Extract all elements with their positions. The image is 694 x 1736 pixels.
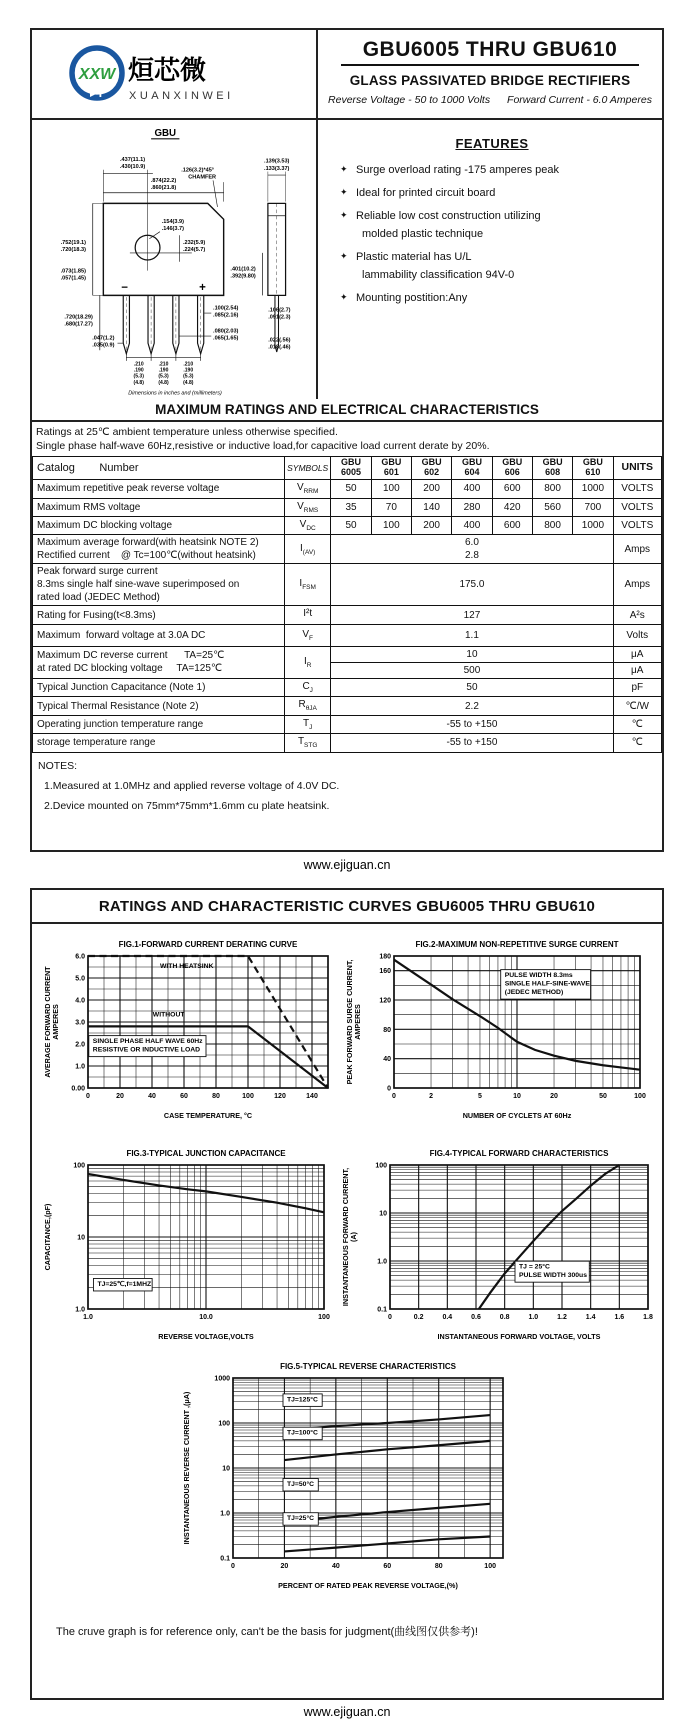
reverse-voltage-range: Reverse Voltage - 50 to 1000 Volts [328, 94, 491, 106]
svg-text:PEAK FORWARD SURGE CURRENT,: PEAK FORWARD SURGE CURRENT, [345, 959, 354, 1085]
table-row: Typical Thermal Resistance (Note 2) $R_{\theta JA}$ 2.2 ℃/W [33, 697, 662, 715]
svg-text:10: 10 [77, 1234, 85, 1242]
svg-text:80: 80 [383, 1026, 391, 1034]
table-row: Maximum RMS voltage $V_{RMS}$ 35 70 140 280 420 560 700 VOLTS [33, 498, 662, 516]
dim-lead-width1-b: .085(2.16) [213, 312, 239, 319]
svg-text:100: 100 [242, 1093, 254, 1100]
dimensions-note: Dimensions in inches and (millimeters) [128, 390, 222, 397]
logo-chinese-name: 烜芯微 [128, 55, 207, 85]
dim-hole-center-a: .232(5.9) [182, 240, 206, 247]
svg-text:0.4: 0.4 [442, 1314, 453, 1321]
svg-text:40: 40 [331, 1563, 340, 1570]
svg-text:WITH HEATSINK: WITH HEATSINK [160, 962, 214, 970]
dim-chamfer-a: .126(3.2)*45° [181, 167, 215, 174]
table-row: Maximum average forward(with heatsink NOTE 2) Rectified current @ Tc=100℃(without heatsink) $I_{(AV)}$ 6.0 2.8 Amps [33, 535, 662, 564]
svg-text:1000: 1000 [214, 1375, 230, 1383]
dim-full-width-b: .860(21.8) [150, 185, 177, 192]
logo-english-name: XUANXINWEI [129, 90, 234, 102]
dim-pitch3-c: (5.3) [183, 373, 194, 380]
product-subtitle: GLASS PASSIVATED BRIDGE RECTIFIERS [349, 73, 631, 88]
features-title: FEATURES [455, 136, 529, 151]
table-row: Peak forward surge current 8.3ms single half sine-wave superimposed on rated load (JEDEC Method) $I_{FSM}$ 175.0 Amps [33, 564, 662, 606]
svg-text:0: 0 [388, 1314, 392, 1321]
svg-text:PULSE WIDTH 8.3ms: PULSE WIDTH 8.3ms [504, 972, 573, 980]
svg-text:0: 0 [231, 1563, 235, 1570]
package-drawing-panel [32, 120, 318, 399]
electrical-characteristics-table [32, 456, 662, 752]
svg-text:2.0: 2.0 [75, 1041, 85, 1049]
ratings-condition-2: Single phase half-wave 60Hz,resistive or inductive load,for capacitive load current derate by 20%. [36, 440, 490, 453]
table-row: Maximum DC blocking voltage $V_{DC}$ 50 100 200 400 600 800 1000 VOLTS [33, 517, 662, 535]
features-panel [318, 120, 662, 399]
svg-text:AMPERES: AMPERES [353, 1004, 362, 1040]
page1-header [32, 30, 662, 120]
svg-text:40: 40 [148, 1093, 156, 1100]
dim-pitch1-a: .210 [133, 361, 144, 368]
table-row: Rating for Fusing(t<8.3ms) I²t 127 A²s [33, 606, 662, 624]
svg-text:0: 0 [392, 1093, 396, 1100]
svg-text:1.0: 1.0 [75, 1306, 85, 1314]
svg-text:PERCENT OF RATED PEAK REVERSE: PERCENT OF RATED PEAK REVERSE VOLTAGE,(%) [278, 1581, 458, 1590]
dim-pitch3-d: (4.8) [183, 379, 194, 386]
dim-pitch1-d: (4.8) [133, 379, 144, 386]
svg-text:WITHOUT: WITHOUT [152, 1011, 185, 1019]
svg-text:0.6: 0.6 [471, 1314, 481, 1321]
feature-item: ✦ Reliable low cost construction utilizing [340, 209, 644, 225]
svg-text:0: 0 [86, 1093, 90, 1100]
footer-website [0, 858, 694, 872]
svg-text:120: 120 [379, 997, 391, 1005]
svg-text:140: 140 [306, 1093, 318, 1100]
dim-side-width-b: .133(3.37) [264, 165, 290, 172]
dim-lead-width2-b: .065(1.65) [213, 335, 239, 342]
ratings-summary [318, 94, 662, 106]
fig4-typical-forward-characteristics [340, 1145, 658, 1348]
part-number-title: GBU6005 THRU GBU610 [341, 38, 640, 66]
svg-text:60: 60 [383, 1563, 392, 1570]
dim-lead-length-a: .720(18.29) [64, 314, 93, 321]
svg-text:FIG.3-TYPICAL JUNCTION CAPACIT: FIG.3-TYPICAL JUNCTION CAPACITANCE [126, 1149, 286, 1158]
svg-text:100: 100 [218, 1420, 230, 1428]
svg-text:1.0: 1.0 [528, 1314, 539, 1321]
svg-text:PULSE WIDTH 300us: PULSE WIDTH 300us [519, 1272, 587, 1280]
dim-hole-center-b: .224(5.7) [182, 247, 206, 254]
svg-text:3.0: 3.0 [75, 1019, 85, 1027]
table-row: Maximum forward voltage at 3.0A DC $V_F$ 1.1 Volts [33, 624, 662, 646]
svg-text:60: 60 [180, 1093, 188, 1100]
svg-text:CAPACITANCE,(pF): CAPACITANCE,(pF) [43, 1203, 52, 1271]
dim-lead-thick-b: .035(0.9) [92, 342, 115, 349]
note-1: 1.Measured at 1.0MHz and applied reverse voltage of 4.0V DC. [44, 779, 340, 792]
ratings-conditions [32, 422, 662, 456]
logo-xxw-text: XXW [78, 66, 116, 83]
svg-text:TJ=100°C: TJ=100°C [287, 1429, 318, 1437]
svg-text:AVERAGE FORWARD CURRENT: AVERAGE FORWARD CURRENT [43, 966, 52, 1078]
svg-text:10: 10 [513, 1093, 521, 1100]
dim-pitch1-c: (5.3) [133, 373, 144, 380]
svg-text:5: 5 [478, 1093, 482, 1100]
bullet-icon: ✦ [340, 186, 348, 197]
svg-text:120: 120 [274, 1093, 286, 1100]
svg-text:2: 2 [429, 1093, 433, 1100]
svg-text:INSTANTANEOUS FORWARD VOLTAGE,: INSTANTANEOUS FORWARD VOLTAGE, VOLTS [437, 1332, 601, 1341]
feature-item-continuation: lammability classification 94V-0 [362, 268, 515, 281]
fig5-typical-reverse-characteristics [181, 1358, 513, 1597]
dim-pitch2-d: (4.8) [158, 379, 169, 386]
svg-text:180: 180 [379, 953, 391, 961]
curves-page-title: RATINGS AND CHARACTERISTIC CURVES GBU6005 THRU GBU610 [32, 890, 662, 924]
svg-text:50: 50 [599, 1093, 607, 1100]
company-logo-icon [66, 43, 312, 107]
svg-text:TJ=50°C: TJ=50°C [287, 1481, 315, 1488]
svg-text:20: 20 [116, 1093, 124, 1100]
minus-terminal-mark: − [121, 281, 128, 294]
svg-text:6.0: 6.0 [75, 953, 85, 961]
package-name: GBU [154, 128, 177, 140]
table-row: 500 μA [33, 662, 662, 678]
dim-side-width-a: .139(3.53) [264, 158, 290, 165]
svg-text:10.0: 10.0 [199, 1314, 213, 1321]
dim-lead-length-b: .680(17.27) [64, 321, 93, 328]
svg-text:1.2: 1.2 [557, 1314, 567, 1321]
table-header-row: Catalog Number SYMBOLS GBU 6005 GBU 601 GBU 602 GBU 604 GBU 606 GBU 608 GBU 610 UNITS [33, 457, 662, 480]
brand-logo [32, 30, 318, 118]
table-row: Typical Junction Capacitance (Note 1) $C_J$ 50 pF [33, 678, 662, 696]
svg-text:NUMBER OF CYCLETS AT 60Hz: NUMBER OF CYCLETS AT 60Hz [462, 1111, 572, 1120]
svg-text:1.8: 1.8 [643, 1314, 653, 1321]
svg-text:20: 20 [550, 1093, 558, 1100]
svg-text:1.6: 1.6 [614, 1314, 625, 1321]
curves-disclaimer: The cruve graph is for reference only, can't be the basis for judgment(曲线图仅供参考)! [56, 1626, 478, 1638]
dim-top-width-a: .437(11.1) [120, 156, 146, 163]
svg-text:0: 0 [387, 1085, 391, 1093]
svg-text:100: 100 [73, 1162, 85, 1170]
svg-text:1.4: 1.4 [585, 1314, 596, 1321]
bullet-icon: ✦ [340, 164, 348, 174]
svg-text:TJ=125°C: TJ=125°C [287, 1396, 318, 1404]
svg-text:TJ=25°C: TJ=25°C [287, 1515, 315, 1523]
svg-text:5.0: 5.0 [75, 975, 85, 983]
dim-side-lead-thick-a: .022(.56) [268, 337, 291, 344]
dim-hole-a: .154(3.9) [161, 218, 184, 225]
svg-text:1.0: 1.0 [75, 1063, 85, 1071]
dim-pitch2-c: (5.3) [158, 373, 169, 380]
max-ratings-band-title: MAXIMUM RATINGS AND ELECTRICAL CHARACTERISTICS [32, 399, 662, 422]
fig2-maximum-non-repetitive-surge-current [344, 936, 650, 1127]
svg-text:20: 20 [280, 1563, 289, 1570]
dim-lead-width2-a: .080(2.03) [213, 328, 239, 335]
dim-right-height-b: .392(9.80) [230, 273, 256, 280]
svg-text:TJ = 25°C: TJ = 25°C [519, 1263, 550, 1271]
fig1-forward-current-derating-curve [42, 936, 338, 1127]
package-outline-drawing [32, 122, 318, 398]
svg-text:FIG.5-TYPICAL REVERSE CHARACTE: FIG.5-TYPICAL REVERSE CHARACTERISTICS [280, 1362, 456, 1371]
svg-text:(JEDEC METHOD): (JEDEC METHOD) [504, 989, 564, 997]
dim-lead-width1-a: .100(2.54) [213, 305, 239, 312]
plus-terminal-mark: + [199, 281, 206, 294]
table-row: Maximum repetitive peak reverse voltage $V_{RRM}$ 50 100 200 400 600 800 1000 VOLTS [33, 480, 662, 498]
note-2: 2.Device mounted on 75mm*75mm*1.6mm cu plate heatsink. [44, 799, 330, 812]
dim-top-width-b: .430(10.9) [119, 164, 146, 170]
svg-text:FIG.1-FORWARD CURRENT DERATING: FIG.1-FORWARD CURRENT DERATING CURVE [118, 940, 298, 949]
feature-item: ✦ Ideal for printed circuit board [340, 186, 644, 202]
svg-text:0.1: 0.1 [220, 1555, 230, 1563]
table-row: Maximum DC reverse current TA=25℃ at rated DC blocking voltage TA=125℃ $I_R$ 10 μA [33, 646, 662, 662]
dim-pitch2-a: .210 [158, 361, 169, 368]
dim-pitch3-a: .210 [183, 361, 194, 368]
svg-text:10: 10 [222, 1465, 230, 1473]
dim-pitch3-b: .190 [183, 367, 194, 374]
dim-side-lead-a: .106(2.7) [268, 307, 291, 314]
svg-text:0.8: 0.8 [499, 1314, 510, 1321]
footer-website [0, 1705, 694, 1719]
svg-text:100: 100 [484, 1563, 496, 1570]
bullet-icon: ✦ [340, 291, 348, 302]
title-block [318, 30, 662, 118]
svg-text:0.00: 0.00 [71, 1085, 85, 1093]
svg-text:80: 80 [212, 1093, 220, 1100]
feature-item: ✦ Mounting postition:Any [340, 291, 644, 307]
svg-text:40: 40 [383, 1056, 391, 1064]
dim-side-lead-thick-b: .018(.46) [268, 344, 291, 351]
svg-text:1.0: 1.0 [220, 1510, 230, 1518]
svg-text:RESISTIVE OR INDUCTIVE LOAD: RESISTIVE OR INDUCTIVE LOAD [92, 1046, 201, 1054]
website-link[interactable]: www.ejiguan.cn [303, 1705, 391, 1719]
datasheet-page-2 [30, 888, 664, 1700]
dim-pitch2-b: .190 [158, 367, 169, 374]
svg-text:10: 10 [379, 1210, 387, 1218]
dim-step-b: .057(1.45) [60, 275, 86, 282]
svg-text:SINGLE PHASE HALF WAVE 60Hz: SINGLE PHASE HALF WAVE 60Hz [92, 1038, 203, 1046]
svg-text:INSTANTANEOUS FORWARD CURRENT,: INSTANTANEOUS FORWARD CURRENT, [341, 1167, 350, 1307]
ratings-condition-1: Ratings at 25℃ ambient temperature unless otherwise specified. [36, 426, 338, 438]
svg-text:SINGLE HALF-SINE-WAVE: SINGLE HALF-SINE-WAVE [504, 980, 590, 988]
svg-text:0.1: 0.1 [377, 1306, 387, 1314]
svg-text:1.0: 1.0 [83, 1314, 93, 1321]
datasheet-page-1 [30, 28, 664, 852]
feature-item: ✦ Plastic material has U/L [340, 250, 644, 266]
dim-pitch1-b: .190 [133, 367, 144, 374]
dim-side-lead-b: .091(2.3) [268, 314, 291, 321]
notes-heading: NOTES: [38, 759, 78, 772]
svg-text:AMPERES: AMPERES [51, 1004, 60, 1040]
dim-step-a: .073(1.85) [60, 268, 86, 275]
dim-hole-b: .146(3.7) [161, 225, 184, 232]
website-link[interactable]: www.ejiguan.cn [303, 858, 391, 872]
svg-text:(A): (A) [349, 1232, 358, 1242]
dim-right-height-a: .401(10.2) [230, 266, 256, 273]
feature-item-continuation: molded plastic technique [362, 227, 484, 240]
dim-body-height-a: .752(19.1) [60, 240, 86, 247]
bullet-icon: ✦ [340, 250, 348, 261]
dim-chamfer-b: CHAMFER [188, 174, 217, 181]
svg-text:1.0: 1.0 [377, 1258, 387, 1266]
table-row: storage temperature range $T_{STG}$ -55 to +150 ℃ [33, 734, 662, 752]
svg-text:100: 100 [375, 1162, 387, 1170]
svg-text:160: 160 [379, 968, 391, 976]
forward-current-rating: Forward Current - 6.0 Amperes [507, 94, 652, 106]
dim-body-height-b: .720(18.3) [60, 247, 86, 254]
svg-text:TJ=25℃,f=1MHZ: TJ=25℃,f=1MHZ [97, 1280, 152, 1288]
svg-text:4.0: 4.0 [75, 997, 85, 1005]
svg-text:0.2: 0.2 [413, 1314, 424, 1321]
svg-text:100: 100 [318, 1314, 330, 1321]
feature-item: ✦ Surge overload rating -175 amperes peak [340, 163, 644, 179]
svg-text:100: 100 [634, 1093, 646, 1100]
svg-text:INSTANTANEOUS REVERSE CURRENT: INSTANTANEOUS REVERSE CURRENT ,(μA) [182, 1391, 191, 1545]
notes-section [32, 753, 662, 817]
table-row: Operating junction temperature range $T_J$ -55 to +150 ℃ [33, 715, 662, 733]
svg-text:CASE TEMPERATURE, °C: CASE TEMPERATURE, °C [163, 1111, 253, 1120]
dim-full-width-a: .874(22.2) [150, 178, 177, 185]
svg-text:FIG.4-TYPICAL FORWARD CHARACTE: FIG.4-TYPICAL FORWARD CHARACTERISTICS [429, 1149, 609, 1158]
bullet-icon: ✦ [340, 209, 348, 220]
svg-text:FIG.2-MAXIMUM NON-REPETITIVE: FIG.2-MAXIMUM NON-REPETITIVE SURGE CURRENT [415, 940, 619, 949]
svg-text:REVERSE VOLTAGE,VOLTS: REVERSE VOLTAGE,VOLTS [158, 1332, 254, 1341]
fig3-typical-junction-capacitance [42, 1145, 334, 1348]
svg-text:80: 80 [434, 1563, 443, 1570]
dim-lead-thick-a: .047(1.2) [92, 335, 115, 342]
